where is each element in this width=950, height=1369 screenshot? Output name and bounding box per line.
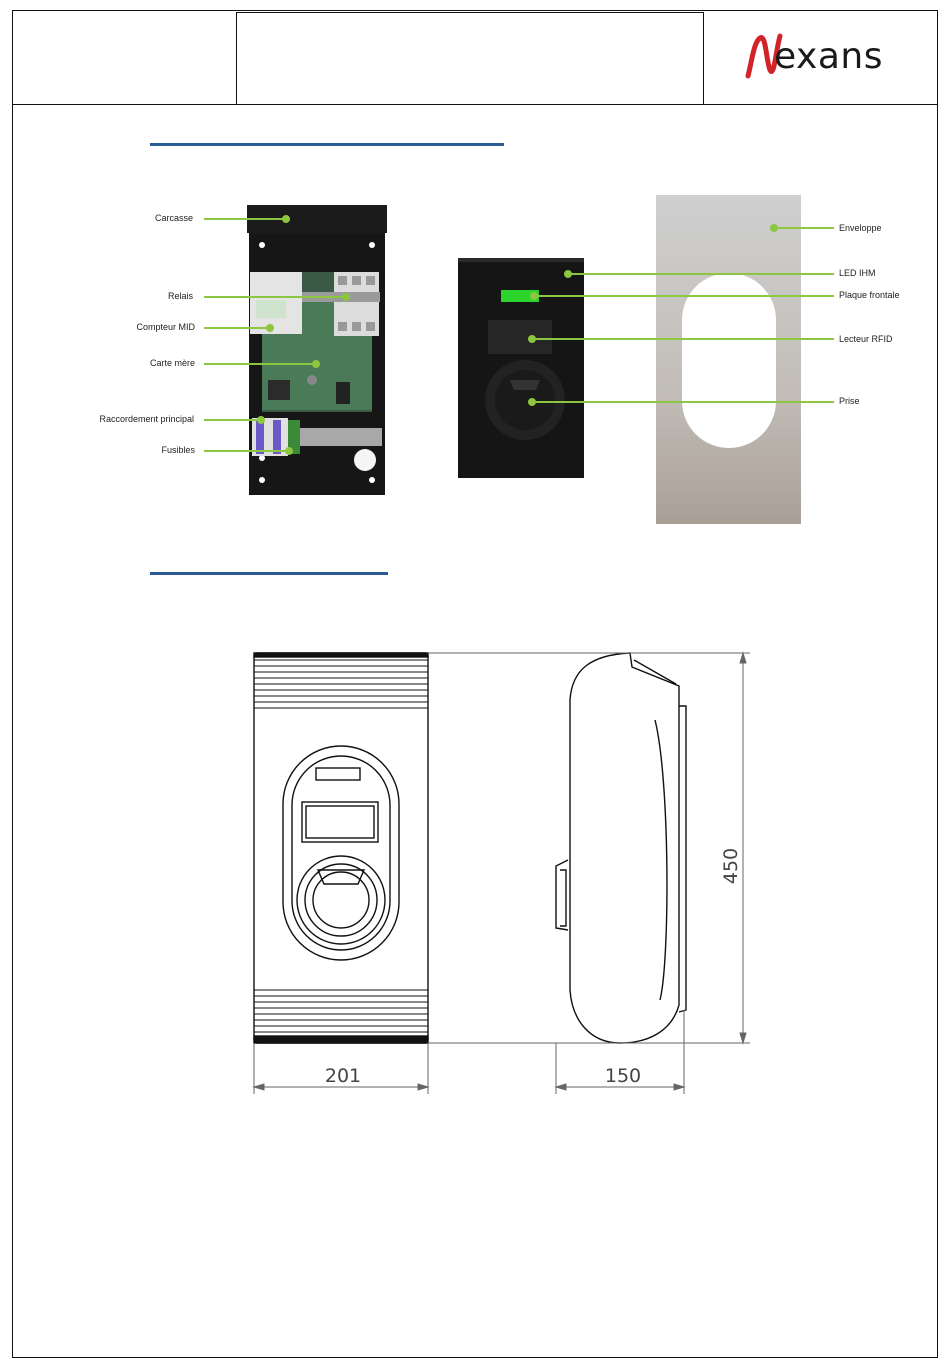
label-fusibles: Fusibles	[161, 445, 195, 455]
label-relais: Relais	[167, 291, 193, 301]
dimension-width: 201	[324, 1065, 362, 1087]
label-prise: Prise	[839, 396, 860, 406]
label-plaque-frontale: Plaque frontale	[839, 290, 900, 300]
label-raccordement-principal: Raccordement principal	[99, 414, 194, 424]
logo-wordmark: exans	[774, 36, 883, 77]
dimension-height: 450	[720, 847, 742, 885]
label-carte-mere: Carte mère	[149, 358, 195, 368]
label-carcasse: Carcasse	[154, 213, 193, 223]
plaque-frontale-panel	[458, 258, 584, 478]
label-lecteur-rfid: Lecteur RFID	[839, 334, 893, 344]
dimension-depth: 150	[604, 1065, 642, 1087]
label-enveloppe: Enveloppe	[839, 223, 882, 233]
section-rule-2	[150, 572, 388, 575]
enveloppe-cover	[656, 195, 801, 524]
exploded-view	[0, 0, 950, 560]
label-compteur-mid: Compteur MID	[136, 322, 195, 332]
label-led-ihm: LED IHM	[839, 268, 876, 278]
